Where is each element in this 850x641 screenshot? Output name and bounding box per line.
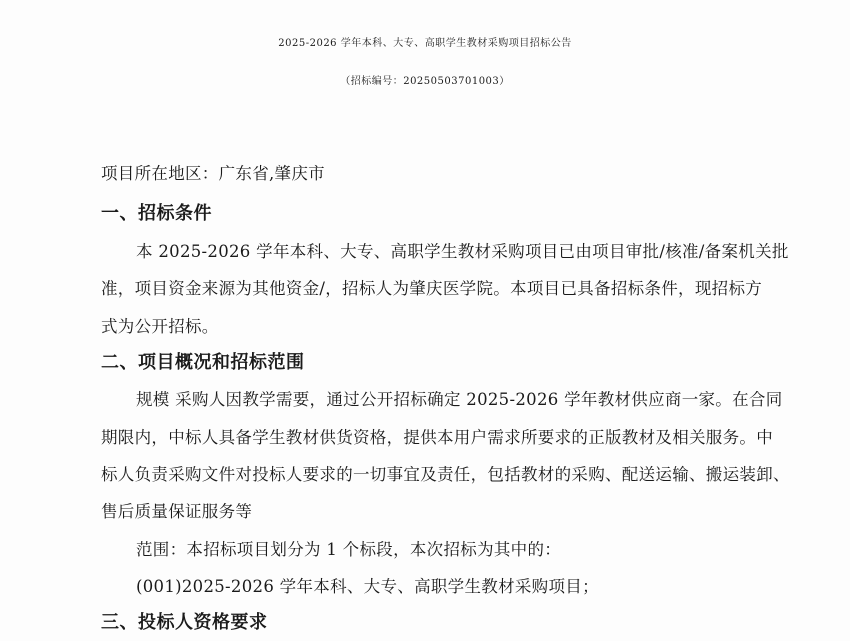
- paragraph-line: 期限内，中标人具备学生教材供货资格，提供本用户需求所要求的正版教材及相关服务。中: [101, 428, 773, 447]
- paragraph-line: (001)2025-2026 学年本科、大专、高职学生教材采购项目；: [136, 577, 599, 596]
- paragraph-line: 准，项目资金来源为其他资金/，招标人为肇庆医学院。本项目已具备招标条件，现招标方: [101, 279, 763, 298]
- paragraph-line: 规模 采购人因教学需要，通过公开招标确定 2025-2026 学年教材供应商一家。在合同: [136, 390, 783, 409]
- paragraph-line: 标人负责采购文件对投标人要求的一切事宜及责任，包括教材的采购、配送运输、搬运装卸、: [101, 465, 790, 484]
- tender-number: （招标编号：20250503701003）: [340, 76, 510, 87]
- section-heading: 二、项目概况和招标范围: [101, 352, 305, 373]
- project-location: 项目所在地区：广东省,肇庆市: [101, 164, 325, 183]
- document-title: 2025-2026 学年本科、大专、高职学生教材采购项目招标公告: [278, 38, 572, 49]
- paragraph-line: 本 2025-2026 学年本科、大专、高职学生教材采购项目已由项目审批/核准/备案机关批: [136, 242, 789, 261]
- paragraph-line: 售后质量保证服务等: [101, 502, 253, 521]
- paragraph-line: 式为公开招标。: [101, 317, 219, 336]
- paragraph-line: 范围：本招标项目划分为 1 个标段，本次招标为其中的：: [136, 540, 562, 559]
- section-heading: 三、投标人资格要求: [101, 612, 268, 633]
- section-heading: 一、招标条件: [101, 203, 212, 224]
